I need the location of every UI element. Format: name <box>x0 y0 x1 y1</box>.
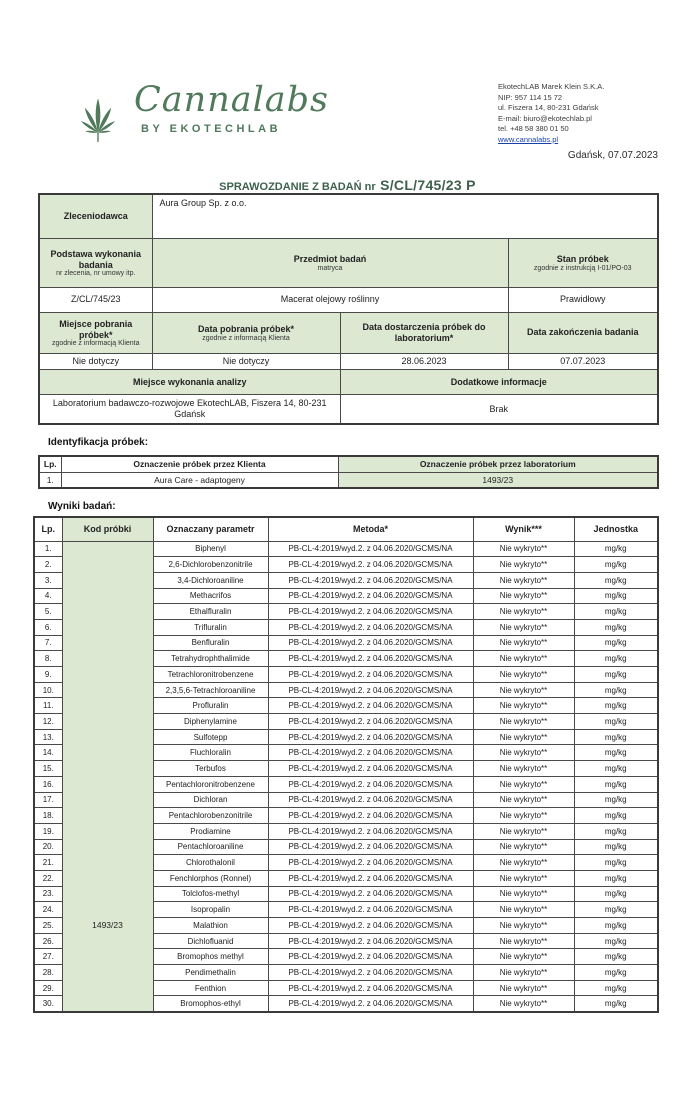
row-number-cell: 21. <box>34 855 62 871</box>
row-number-cell: 2. <box>34 557 62 573</box>
result-cell: Nie wykryto** <box>473 604 574 620</box>
date-delivery-value-cell: 28.06.2023 <box>340 353 508 369</box>
parameter-cell: Chlorothalonil <box>153 855 268 871</box>
results-section-title: Wyniki badań: <box>48 501 116 512</box>
contact-line: E-mail: biuro@ekotechlab.pl <box>498 113 592 123</box>
sample-code-cell <box>62 541 153 1012</box>
method-cell: PB-CL-4:2019/wyd.2. z 04.06.2020/GCMS/NA <box>268 965 473 981</box>
place-sampling-label: Miejsce pobrania próbek* <box>59 319 133 340</box>
result-cell: Nie wykryto** <box>473 635 574 651</box>
parameter-cell: Bromophos methyl <box>153 949 268 965</box>
method-cell: PB-CL-4:2019/wyd.2. z 04.06.2020/GCMS/NA <box>268 902 473 918</box>
results-header-result: Wynik*** <box>473 517 574 541</box>
unit-cell: mg/kg <box>574 839 658 855</box>
ident-header-client: Oznaczenie próbek przez Klienta <box>61 456 338 472</box>
row-number-cell: 22. <box>34 870 62 886</box>
client-value-cell: Aura Group Sp. z o.o. <box>152 194 658 238</box>
unit-cell: mg/kg <box>574 729 658 745</box>
result-cell: Nie wykryto** <box>473 557 574 573</box>
method-cell: PB-CL-4:2019/wyd.2. z 04.06.2020/GCMS/NA <box>268 635 473 651</box>
brand-subtitle: BY EKOTECHLAB <box>141 123 282 135</box>
method-cell: PB-CL-4:2019/wyd.2. z 04.06.2020/GCMS/NA <box>268 745 473 761</box>
result-cell: Nie wykryto** <box>473 965 574 981</box>
cannabis-leaf-icon <box>72 88 124 150</box>
result-cell: Nie wykryto** <box>473 745 574 761</box>
brand-name: Cannalabs <box>134 80 330 120</box>
method-cell: PB-CL-4:2019/wyd.2. z 04.06.2020/GCMS/NA <box>268 619 473 635</box>
place-sampling-header-cell <box>39 312 152 353</box>
parameter-cell: 2,6-Dichlorobenzonitrile <box>153 557 268 573</box>
parameter-cell: Fenchlorphos (Ronnel) <box>153 870 268 886</box>
date-sampling-header-cell <box>152 312 340 353</box>
identification-section-title: Identyfikacja próbek: <box>48 437 149 448</box>
method-cell: PB-CL-4:2019/wyd.2. z 04.06.2020/GCMS/NA <box>268 588 473 604</box>
method-cell: PB-CL-4:2019/wyd.2. z 04.06.2020/GCMS/NA <box>268 886 473 902</box>
unit-cell: mg/kg <box>574 761 658 777</box>
parameter-cell: Trifluralin <box>153 619 268 635</box>
parameter-cell: Fenthion <box>153 980 268 996</box>
method-cell: PB-CL-4:2019/wyd.2. z 04.06.2020/GCMS/NA <box>268 839 473 855</box>
results-header-parameter: Oznaczany parametr <box>153 517 268 541</box>
identification-row <box>39 472 658 488</box>
method-cell: PB-CL-4:2019/wyd.2. z 04.06.2020/GCMS/NA <box>268 651 473 667</box>
state-header-cell <box>508 238 658 287</box>
state-value-cell: Prawidłowy <box>508 287 658 312</box>
result-cell: Nie wykryto** <box>473 667 574 683</box>
parameter-cell: 3,4-Dichloroaniline <box>153 572 268 588</box>
result-cell: Nie wykryto** <box>473 761 574 777</box>
unit-cell: mg/kg <box>574 792 658 808</box>
row-number-cell: 28. <box>34 965 62 981</box>
parameter-cell: Terbufos <box>153 761 268 777</box>
identification-table <box>38 455 659 489</box>
results-header-row <box>34 517 658 541</box>
row-number-cell: 3. <box>34 572 62 588</box>
unit-cell: mg/kg <box>574 823 658 839</box>
unit-cell: mg/kg <box>574 902 658 918</box>
row-number-cell: 24. <box>34 902 62 918</box>
results-header-method: Metoda* <box>268 517 473 541</box>
parameter-cell: Methacrifos <box>153 588 268 604</box>
report-number: S/CL/745/23 P <box>380 177 476 193</box>
website-link[interactable]: www.cannalabs.pl <box>498 134 559 144</box>
unit-cell: mg/kg <box>574 667 658 683</box>
subject-label: Przedmiot badań <box>293 254 367 265</box>
subject-header-cell <box>152 238 508 287</box>
subject-sublabel: matryca <box>317 264 343 272</box>
result-cell: Nie wykryto** <box>473 933 574 949</box>
state-label: Stan próbek <box>556 254 609 265</box>
unit-cell: mg/kg <box>574 651 658 667</box>
basis-header-cell <box>39 238 152 287</box>
row-number-cell: 9. <box>34 667 62 683</box>
contact-line: NIP: 957 114 15 72 <box>498 92 563 102</box>
method-cell: PB-CL-4:2019/wyd.2. z 04.06.2020/GCMS/NA <box>268 855 473 871</box>
ident-lab-designation: 1493/23 <box>338 472 658 488</box>
ident-row-number: 1. <box>39 472 61 488</box>
parameter-cell: Isopropalin <box>153 902 268 918</box>
row-number-cell: 25. <box>34 918 62 934</box>
method-cell: PB-CL-4:2019/wyd.2. z 04.06.2020/GCMS/NA <box>268 808 473 824</box>
unit-cell: mg/kg <box>574 541 658 557</box>
unit-cell: mg/kg <box>574 698 658 714</box>
parameter-cell: Pendimethalin <box>153 965 268 981</box>
row-number-cell: 8. <box>34 651 62 667</box>
method-cell: PB-CL-4:2019/wyd.2. z 04.06.2020/GCMS/NA <box>268 667 473 683</box>
result-cell: Nie wykryto** <box>473 776 574 792</box>
parameter-cell: Prodiamine <box>153 823 268 839</box>
unit-cell: mg/kg <box>574 588 658 604</box>
contact-line: EkotechLAB Marek Klein S.K.A. <box>498 82 605 91</box>
sample-code-value: 1493/23 <box>92 919 123 930</box>
row-number-cell: 29. <box>34 980 62 996</box>
parameter-cell: Tetrachloronitrobenzene <box>153 667 268 683</box>
date-delivery-label: Data dostarczenia próbek do laboratorium* <box>362 322 486 343</box>
result-cell: Nie wykryto** <box>473 886 574 902</box>
date-sampling-label: Data pobrania próbek* <box>197 324 295 335</box>
row-number-cell: 6. <box>34 619 62 635</box>
result-cell: Nie wykryto** <box>473 870 574 886</box>
result-cell: Nie wykryto** <box>473 823 574 839</box>
parameter-cell: Diphenylamine <box>153 714 268 730</box>
method-cell: PB-CL-4:2019/wyd.2. z 04.06.2020/GCMS/NA <box>268 823 473 839</box>
contact-block <box>498 82 664 145</box>
method-cell: PB-CL-4:2019/wyd.2. z 04.06.2020/GCMS/NA <box>268 557 473 573</box>
unit-cell: mg/kg <box>574 635 658 651</box>
date-delivery-header-cell <box>340 312 508 353</box>
row-number-cell: 15. <box>34 761 62 777</box>
parameter-cell: Dichlofluanid <box>153 933 268 949</box>
unit-cell: mg/kg <box>574 557 658 573</box>
logo <box>72 80 329 150</box>
ident-header-lp: Lp. <box>39 456 61 472</box>
results-header-lp: Lp. <box>34 517 62 541</box>
basis-value-cell: Z/CL/745/23 <box>39 287 152 312</box>
row-number-cell: 13. <box>34 729 62 745</box>
method-cell: PB-CL-4:2019/wyd.2. z 04.06.2020/GCMS/NA <box>268 980 473 996</box>
unit-cell: mg/kg <box>574 933 658 949</box>
unit-cell: mg/kg <box>574 886 658 902</box>
unit-cell: mg/kg <box>574 604 658 620</box>
row-number-cell: 26. <box>34 933 62 949</box>
unit-cell: mg/kg <box>574 965 658 981</box>
results-table <box>33 516 659 1013</box>
results-header-sample-code: Kod próbki <box>62 517 153 541</box>
results-table-body <box>34 541 658 1012</box>
analysis-place-header-cell: Miejsce wykonania analizy <box>39 369 340 394</box>
method-cell: PB-CL-4:2019/wyd.2. z 04.06.2020/GCMS/NA <box>268 792 473 808</box>
row-number-cell: 14. <box>34 745 62 761</box>
date-end-value-cell: 07.07.2023 <box>508 353 658 369</box>
method-cell: PB-CL-4:2019/wyd.2. z 04.06.2020/GCMS/NA <box>268 698 473 714</box>
unit-cell: mg/kg <box>574 745 658 761</box>
row-number-cell: 27. <box>34 949 62 965</box>
method-cell: PB-CL-4:2019/wyd.2. z 04.06.2020/GCMS/NA <box>268 761 473 777</box>
unit-cell: mg/kg <box>574 682 658 698</box>
additional-header-cell: Dodatkowe informacje <box>340 369 658 394</box>
subject-value-cell: Macerat olejowy roślinny <box>152 287 508 312</box>
row-number-cell: 11. <box>34 698 62 714</box>
row-number-cell: 4. <box>34 588 62 604</box>
method-cell: PB-CL-4:2019/wyd.2. z 04.06.2020/GCMS/NA <box>268 918 473 934</box>
method-cell: PB-CL-4:2019/wyd.2. z 04.06.2020/GCMS/NA <box>268 776 473 792</box>
report-title-prefix: SPRAWOZDANIE Z BADAŃ nr <box>219 181 376 193</box>
row-number-cell: 30. <box>34 996 62 1012</box>
result-cell: Nie wykryto** <box>473 714 574 730</box>
unit-cell: mg/kg <box>574 918 658 934</box>
contact-line: ul. Fiszera 14, 80-231 Gdańsk <box>498 103 599 112</box>
ident-header-lab: Oznaczenie próbek przez laboratorium <box>338 456 658 472</box>
method-cell: PB-CL-4:2019/wyd.2. z 04.06.2020/GCMS/NA <box>268 729 473 745</box>
result-cell: Nie wykryto** <box>473 619 574 635</box>
row-number-cell: 18. <box>34 808 62 824</box>
result-cell: Nie wykryto** <box>473 729 574 745</box>
result-cell: Nie wykryto** <box>473 651 574 667</box>
unit-cell: mg/kg <box>574 714 658 730</box>
results-row <box>34 541 658 557</box>
method-cell: PB-CL-4:2019/wyd.2. z 04.06.2020/GCMS/NA <box>268 996 473 1012</box>
result-cell: Nie wykryto** <box>473 698 574 714</box>
client-label-cell: Zleceniodawca <box>39 194 152 238</box>
parameter-cell: Biphenyl <box>153 541 268 557</box>
result-cell: Nie wykryto** <box>473 949 574 965</box>
unit-cell: mg/kg <box>574 619 658 635</box>
unit-cell: mg/kg <box>574 949 658 965</box>
parameter-cell: Sulfotepp <box>153 729 268 745</box>
state-sublabel: zgodnie z instrukcją I-01/PO-03 <box>533 264 632 272</box>
method-cell: PB-CL-4:2019/wyd.2. z 04.06.2020/GCMS/NA <box>268 572 473 588</box>
parameter-cell: Dichloran <box>153 792 268 808</box>
result-cell: Nie wykryto** <box>473 682 574 698</box>
analysis-place-value-cell: Laboratorium badawczo-rozwojowe EkotechLAB, Fiszera 14, 80-231 Gdańsk <box>39 394 340 424</box>
parameter-cell: Tetrahydrophthalimide <box>153 651 268 667</box>
contact-line: tel. +48 58 380 01 50 <box>498 124 569 133</box>
unit-cell: mg/kg <box>574 808 658 824</box>
result-cell: Nie wykryto** <box>473 572 574 588</box>
result-cell: Nie wykryto** <box>473 918 574 934</box>
results-header-unit: Jednostka <box>574 517 658 541</box>
unit-cell: mg/kg <box>574 980 658 996</box>
basis-sublabel: nr zlecenia, nr umowy itp. <box>56 270 136 277</box>
method-cell: PB-CL-4:2019/wyd.2. z 04.06.2020/GCMS/NA <box>268 682 473 698</box>
info-table <box>38 193 659 425</box>
result-cell: Nie wykryto** <box>473 588 574 604</box>
parameter-cell: Malathion <box>153 918 268 934</box>
parameter-cell: Ethalfluralin <box>153 604 268 620</box>
parameter-cell: Pentachlorobenzonitrile <box>153 808 268 824</box>
method-cell: PB-CL-4:2019/wyd.2. z 04.06.2020/GCMS/NA <box>268 870 473 886</box>
date-sampling-sublabel: zgodnie z informacją Klienta <box>202 334 290 342</box>
result-cell: Nie wykryto** <box>473 855 574 871</box>
row-number-cell: 17. <box>34 792 62 808</box>
unit-cell: mg/kg <box>574 870 658 886</box>
parameter-cell: Bromophos-ethyl <box>153 996 268 1012</box>
parameter-cell: Benfluralin <box>153 635 268 651</box>
row-number-cell: 20. <box>34 839 62 855</box>
ident-client-designation: Aura Care - adaptogeny <box>61 472 338 488</box>
result-cell: Nie wykryto** <box>473 980 574 996</box>
unit-cell: mg/kg <box>574 855 658 871</box>
result-cell: Nie wykryto** <box>473 996 574 1012</box>
date-end-label: Data zakończenia badania <box>526 327 639 338</box>
parameter-cell: Profluralin <box>153 698 268 714</box>
unit-cell: mg/kg <box>574 776 658 792</box>
parameter-cell: Fluchloralin <box>153 745 268 761</box>
result-cell: Nie wykryto** <box>473 902 574 918</box>
result-cell: Nie wykryto** <box>473 839 574 855</box>
place-sampling-sublabel: zgodnie z informacją Klienta <box>51 340 140 347</box>
report-date: Gdańsk, 07.07.2023 <box>567 150 658 161</box>
unit-cell: mg/kg <box>574 996 658 1012</box>
result-cell: Nie wykryto** <box>473 792 574 808</box>
method-cell: PB-CL-4:2019/wyd.2. z 04.06.2020/GCMS/NA <box>268 604 473 620</box>
method-cell: PB-CL-4:2019/wyd.2. z 04.06.2020/GCMS/NA <box>268 714 473 730</box>
date-sampling-value-cell: Nie dotyczy <box>152 353 340 369</box>
parameter-cell: Tolclofos-methyl <box>153 886 268 902</box>
row-number-cell: 1. <box>34 541 62 557</box>
row-number-cell: 5. <box>34 604 62 620</box>
result-cell: Nie wykryto** <box>473 808 574 824</box>
basis-label: Podstawa wykonania badania <box>50 249 142 270</box>
row-number-cell: 7. <box>34 635 62 651</box>
row-number-cell: 19. <box>34 823 62 839</box>
date-end-header-cell <box>508 312 658 353</box>
parameter-cell: Pentachloronitrobenzene <box>153 776 268 792</box>
row-number-cell: 12. <box>34 714 62 730</box>
row-number-cell: 10. <box>34 682 62 698</box>
method-cell: PB-CL-4:2019/wyd.2. z 04.06.2020/GCMS/NA <box>268 541 473 557</box>
place-sampling-value-cell: Nie dotyczy <box>39 353 152 369</box>
unit-cell: mg/kg <box>574 572 658 588</box>
additional-value-cell: Brak <box>340 394 658 424</box>
row-number-cell: 23. <box>34 886 62 902</box>
method-cell: PB-CL-4:2019/wyd.2. z 04.06.2020/GCMS/NA <box>268 933 473 949</box>
result-cell: Nie wykryto** <box>473 541 574 557</box>
parameter-cell: Pentachloroaniline <box>153 839 268 855</box>
method-cell: PB-CL-4:2019/wyd.2. z 04.06.2020/GCMS/NA <box>268 949 473 965</box>
row-number-cell: 16. <box>34 776 62 792</box>
parameter-cell: 2,3,5,6-Tetrachloroaniline <box>153 682 268 698</box>
